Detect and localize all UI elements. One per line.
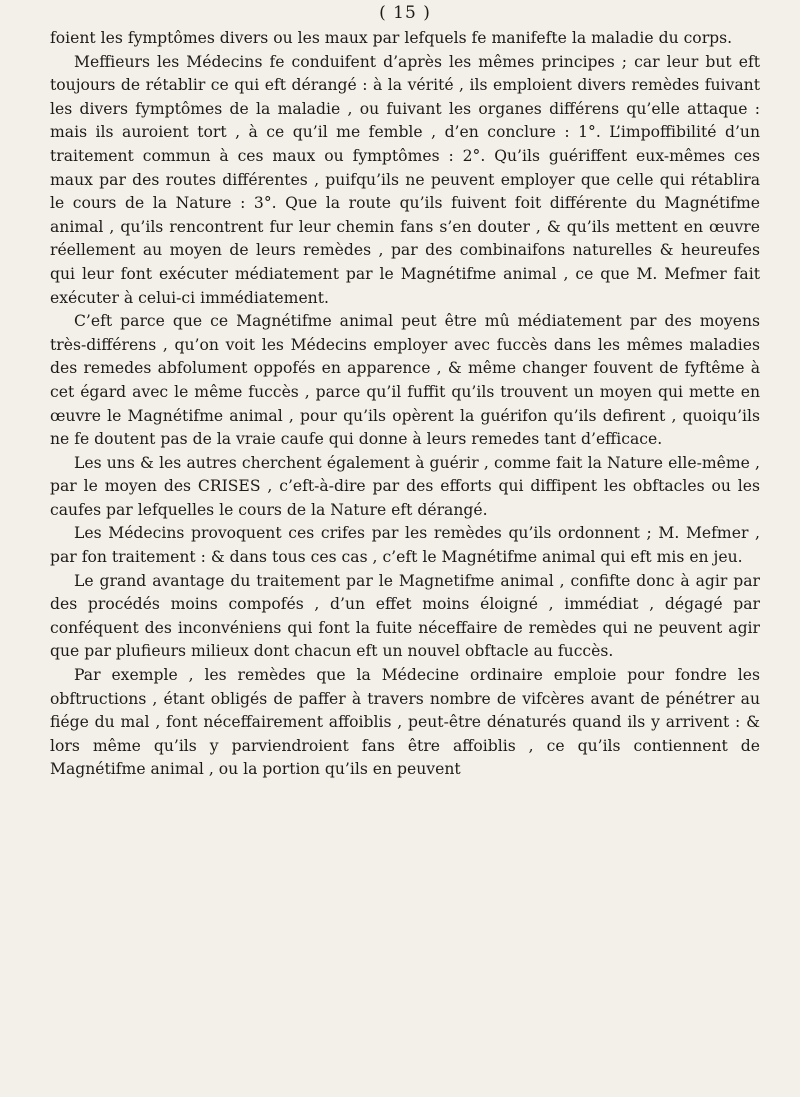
paragraph-2: Meffieurs les Médecins fe conduifent d’après les mêmes principes ; car leur but eft toujours de rétablir ce qui eft dérangé : à la vérité , ils emploient divers remèdes fuivant les divers fymptômes de la maladie , ou fuivant les organes différens qu’elle attaque : mais ils auroient tort , à ce qu’il me femble , d’en conclure : 1°. L’impoffibilité d’un traitement commun à ces maux ou fymptômes : 2°. Qu’ils guériffent eux-mêmes ces maux par des routes différentes , puifqu’ils ne peuvent employer que celle qui rétablira le cours de la Nature : 3°. Que la route qu’ils fuivent foit différente du Magnétifme animal , qu’ils rencontrent fur leur chemin fans s’en douter , & qu’ils mettent en œuvre réellement au moyen de leurs remèdes , par des combinaifons naturelles & heureufes qui leur font exécuter médiatement par le Magnétifme animal , ce que M. Mefmer fait exécuter à celui-ci immédiatement. [50, 52, 760, 307]
paragraph-6: Le grand avantage du traitement par le Magnetifme animal , confifte donc à agir par des procédés moins compofés , d’un effet moins éloigné , immédiat , dégagé par conféquent des inconvéniens qui font la fuite néceffaire de remèdes qui ne peuvent agir que par plufieurs milieux dont chacun eft un nouvel obftacle au fuccès. [50, 571, 760, 661]
paragraph-7: Par exemple , les remèdes que la Médecine ordinaire emploie pour fondre les obftructions , étant obligés de paffer à travers nombre de vifcères avant de pénétrer au fiége du mal , font néceffairement affoiblis , peut-être dénaturés quand ils y arrivent : & lors même qu’ils y parviendroient fans être affoiblis , ce qu’ils contiennent de Magnétifme animal , ou la portion qu’ils en peuvent [50, 666, 760, 779]
paragraph-4: Les uns & les autres cherchent également à guérir , comme fait la Nature elle-même , par le moyen des CRISES , c’eft-à-dire par des efforts qui diffipent les obftacles ou les caufes par lefquelles le cours de la Nature eft dérangé. [50, 453, 760, 519]
body-text [50, 27, 760, 782]
paragraph-3: C’eft parce que ce Magnétifme animal peut être mû médiatement par des moyens très-différens , qu’on voit les Médecins employer avec fuccès dans les mêmes maladies des remedes abfolument oppofés en apparence , & même changer fouvent de fyftême à cet égard avec le même fuccès , parce qu’il fuffit qu’ils trouvent un moyen qui mette en œuvre le Magnétifme animal , pour qu’ils opèrent la guérifon qu’ils defirent , quoiqu’ils ne fe doutent pas de la vraie caufe qui donne à leurs remedes tant d’efficace. [50, 312, 760, 449]
page-number: ( 15 ) [379, 3, 431, 23]
paragraph-1: foient les fymptômes divers ou les maux par lefquels fe manifefte la maladie du corps. [50, 29, 733, 47]
paragraph-5: Les Médecins provoquent ces crifes par les remèdes qu’ils ordonnent ; M. Mefmer , par fon traitement : & dans tous ces cas , c’eft le Magnétifme animal qui eft mis en jeu. [50, 524, 760, 567]
